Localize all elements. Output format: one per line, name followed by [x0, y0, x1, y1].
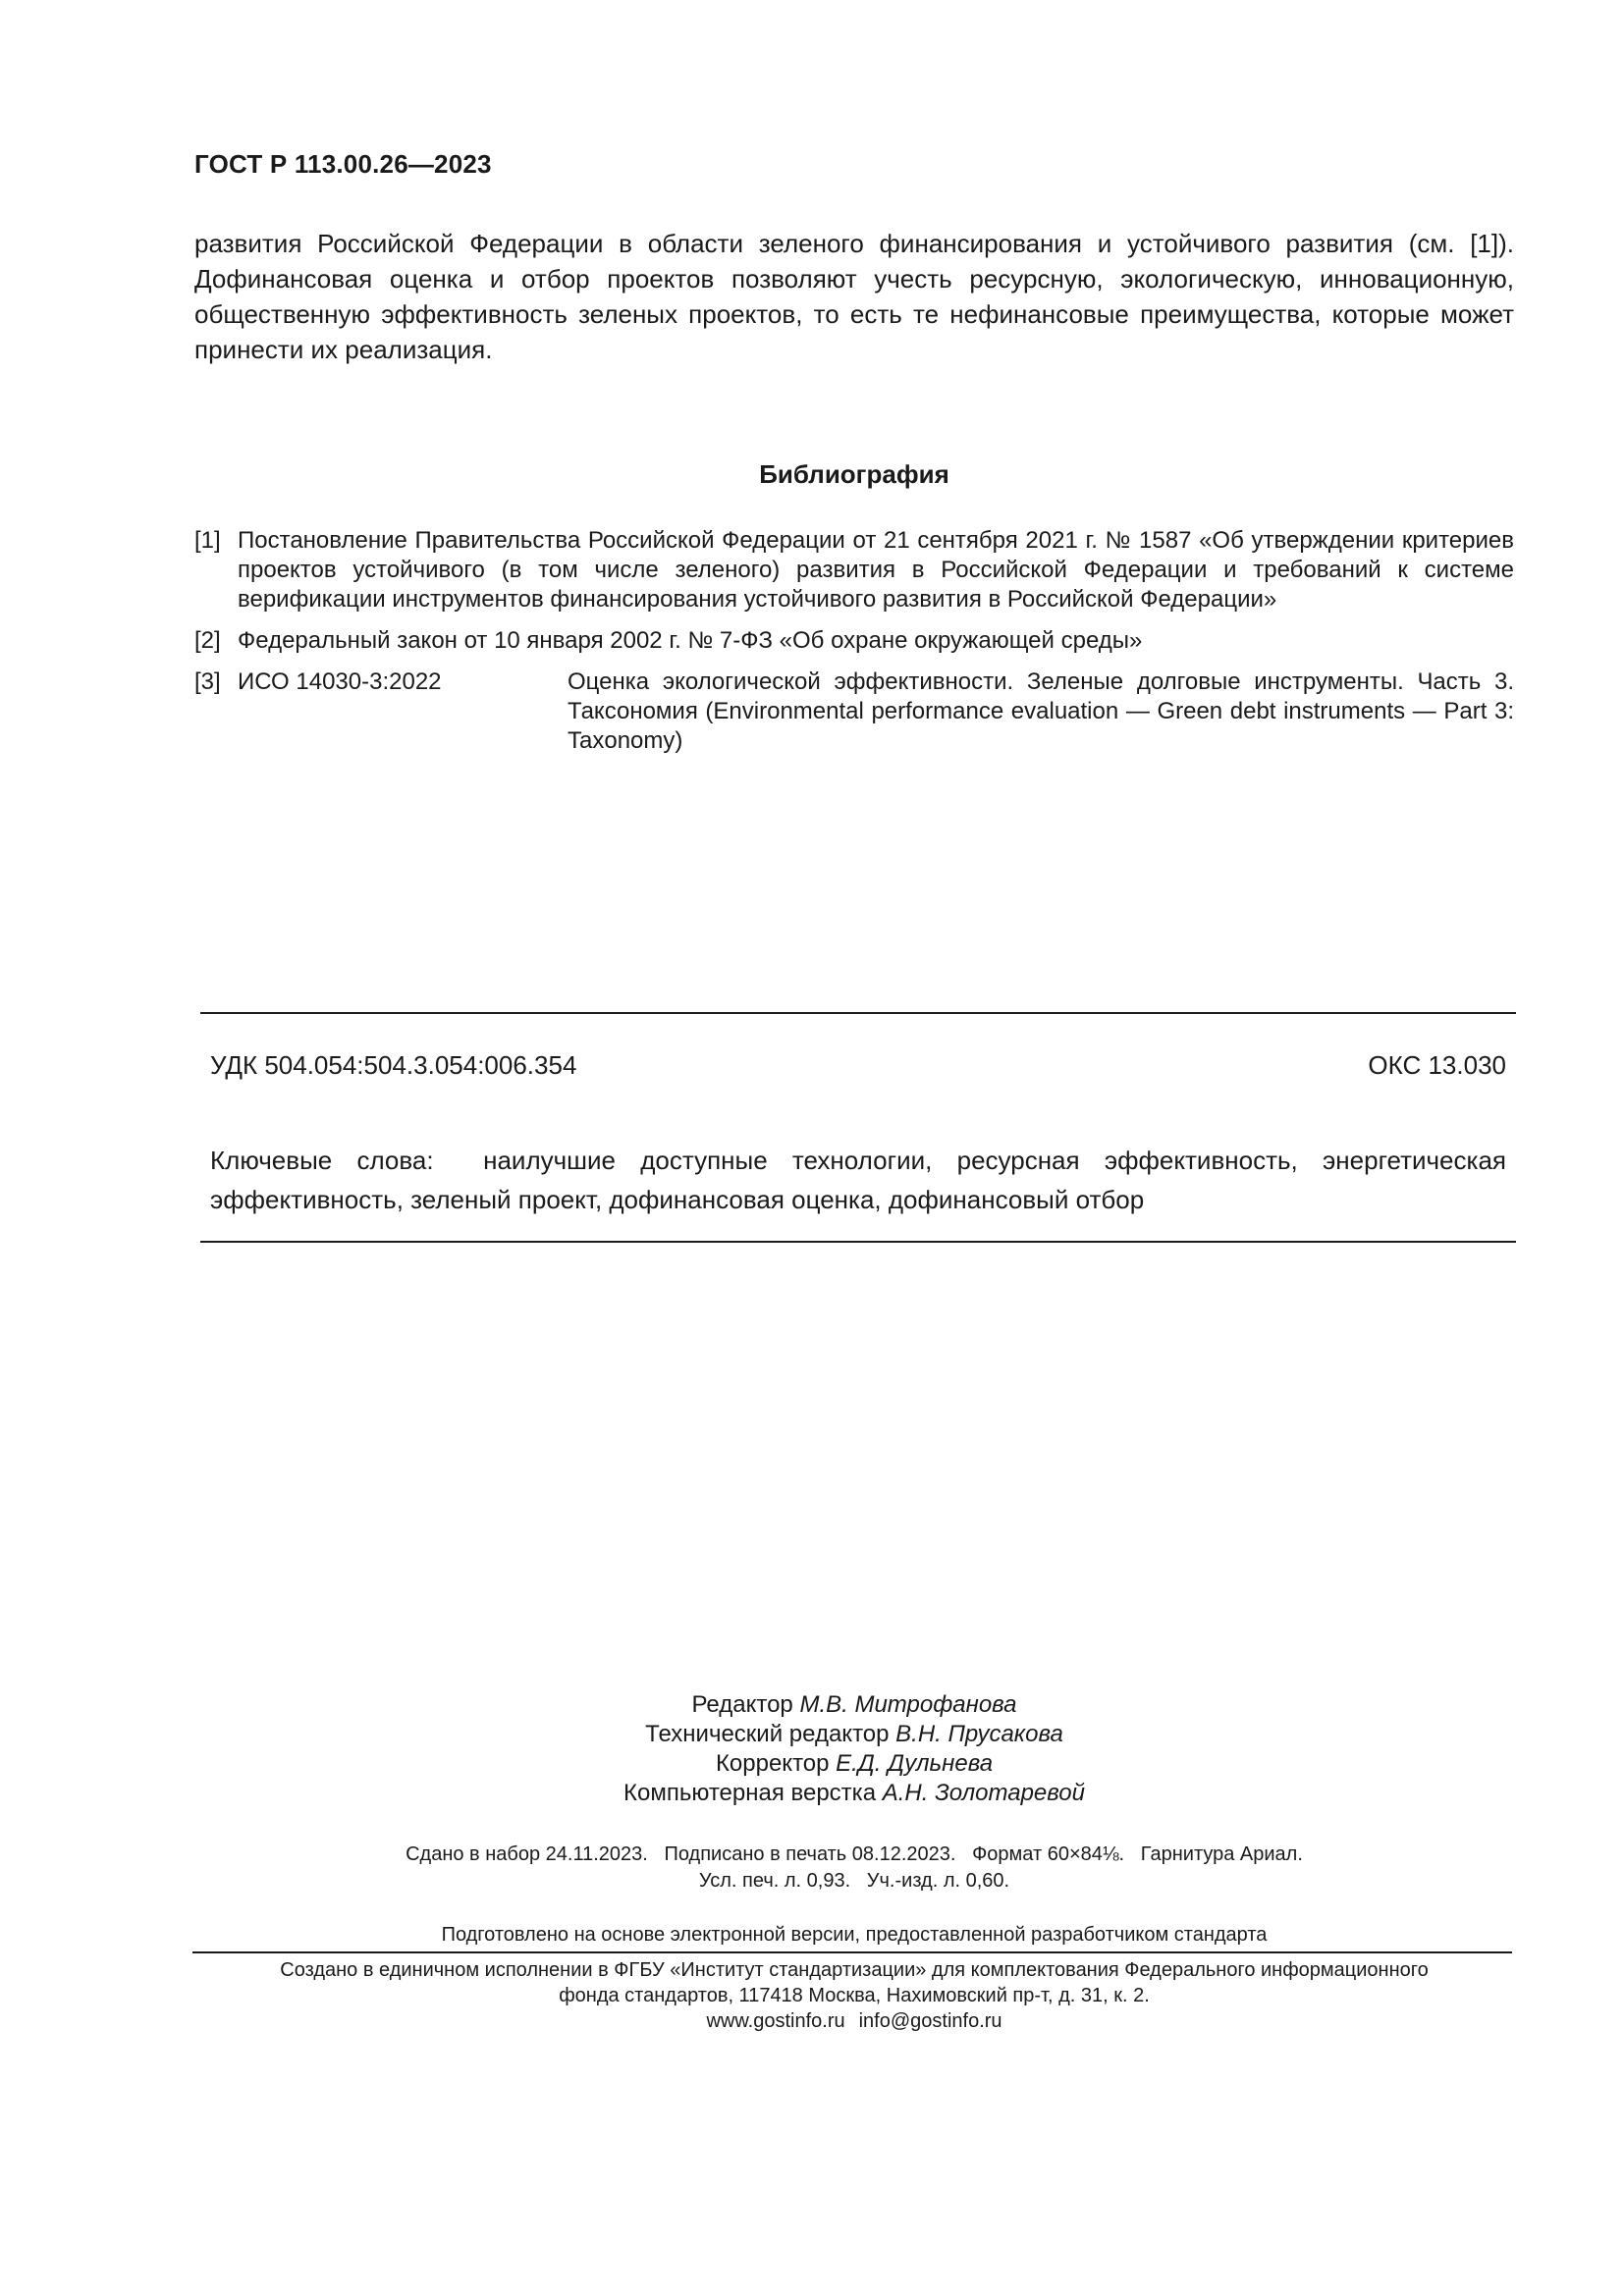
- oks-code: ОКС 13.030: [1368, 1050, 1506, 1080]
- keywords-label: Ключевые слова:: [210, 1146, 434, 1175]
- keywords-text: наилучшие доступные технологии, ресурсная эффективность, энергетическая эффективность, зеленый проект, дофинансовая оценка, дофинансовый отбор: [210, 1146, 1506, 1214]
- intro-paragraph: развития Российской Федерации в области зеленого финансирования и устойчивого развития (см. [1]). Дофинансовая оценка и отбор проектов позволяют учесть ресурсную, экологическую, инновационную, общественную эффективность зеленых проектов, то есть те нефинансовые преимущества, которые может принести их реализация.: [194, 229, 1514, 364]
- bibliography-title: Библиография: [759, 459, 949, 489]
- credit-layout: Компьютерная верстка А.Н. Золотаревой: [623, 1780, 1085, 1806]
- footer-line: Создано в единичном исполнении в ФГБУ «Институт стандартизации» для комплектования Федерального информационного: [280, 1959, 1429, 1981]
- bibliography-entry-code: ИСО 14030-3:2022: [238, 668, 442, 695]
- footer-contacts: [0, 2008, 1624, 2034]
- intro-section: [194, 226, 1514, 367]
- credit-tech-editor: Технический редактор В.Н. Прусакова: [645, 1721, 1063, 1747]
- udc-code: УДК 504.054:504.3.054:006.354: [210, 1050, 577, 1080]
- print-info-line: Сдано в набор 24.11.2023. Подписано в печать 08.12.2023. Формат 60×84⅛. Гарнитура Ариал.: [406, 1843, 1303, 1865]
- bibliography-entry-number: [1]: [194, 527, 221, 554]
- bibliography-entry-number: [2]: [194, 627, 221, 654]
- bibliography-entry-text: Федеральный закон от 10 января 2002 г. № 7-ФЗ «Об охране окружающей среды»: [238, 627, 1143, 654]
- bibliography-list: [194, 526, 1514, 768]
- bibliography-entry-text: Постановление Правительства Российской Федерации от 21 сентября 2021 г. № 1587 «Об утверждении критериев проектов устойчивого (в том числе зеленого) развития в Российской Федерации и требований к системе верификации инструментов финансирования устойчивого развития в Российской Федерации»: [238, 527, 1514, 613]
- page-header-standard-number: ГОСТ Р 113.00.26—2023: [194, 149, 492, 179]
- classification-top-divider: [200, 1012, 1516, 1014]
- email-link[interactable]: info@gostinfo.ru: [858, 2010, 1002, 2032]
- credits-block: [0, 1690, 1624, 1808]
- bibliography-entry: [194, 526, 1514, 614]
- bibliography-entry-text: Оценка экологической эффективности. Зеленые долговые инструменты. Часть 3. Таксономия (Environmental performance evaluation — Green debt instruments — Part 3: Taxonomy): [568, 668, 1514, 754]
- bibliography-entry: [194, 667, 1514, 756]
- footer-divider: [192, 1951, 1512, 1953]
- publisher-footer: [0, 1957, 1624, 2034]
- website-link[interactable]: www.gostinfo.ru: [706, 2010, 845, 2032]
- classification-row: [210, 1050, 1506, 1081]
- keywords-block: [210, 1141, 1506, 1219]
- classification-bottom-divider: [200, 1241, 1516, 1243]
- credit-editor: Редактор М.В. Митрофанова: [691, 1691, 1017, 1718]
- print-info: [0, 1842, 1624, 1895]
- credit-corrector: Корректор Е.Д. Дульнева: [715, 1750, 994, 1777]
- prepared-note: Подготовлено на основе электронной версии, предоставленной разработчиком стандарта: [441, 1924, 1268, 1946]
- print-info-line: Усл. печ. л. 0,93. Уч.-изд. л. 0,60.: [698, 1870, 1010, 1892]
- footer-line: фонда стандартов, 117418 Москва, Нахимовский пр-т, д. 31, к. 2.: [559, 1985, 1150, 2006]
- bibliography-entry: [194, 626, 1514, 656]
- bibliography-entry-number: [3]: [194, 668, 221, 695]
